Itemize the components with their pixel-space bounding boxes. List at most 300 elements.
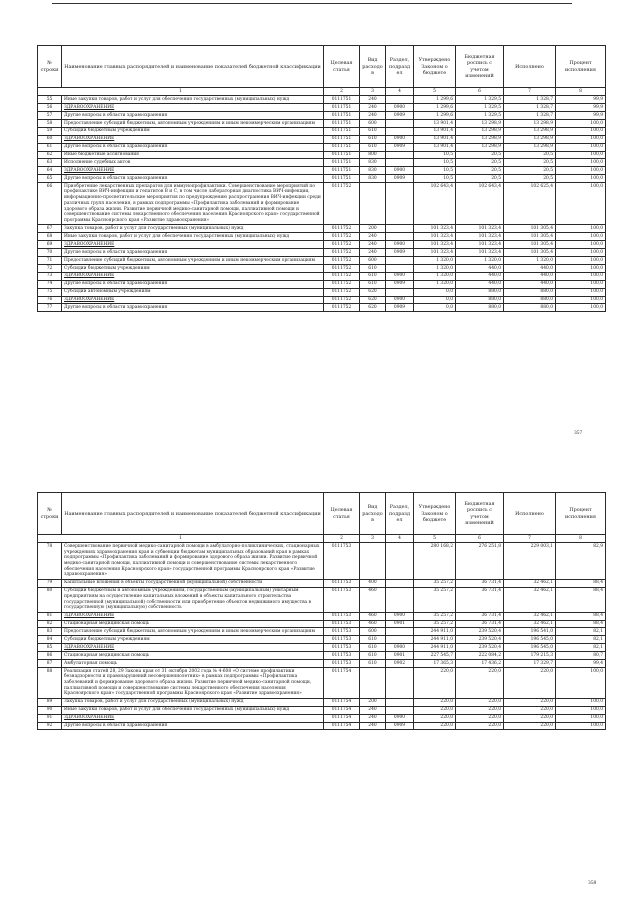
row-name: Субсидии бюджетным учреждениям — [62, 636, 324, 644]
budget-list-amount: 13 298,9 — [456, 143, 504, 151]
row-name: Предоставление субсидий бюджетным, автономным учреждениям и иным некоммерческим организациям — [62, 119, 324, 127]
page-number: 357 — [574, 430, 583, 436]
expense-type: 610 — [360, 280, 386, 288]
executed-amount: 20,5 — [504, 167, 556, 175]
section-code: 0909 — [386, 280, 414, 288]
section-code: 0902 — [386, 660, 414, 668]
approved-amount: 220,0 — [414, 668, 456, 699]
approved-amount: 35 257,2 — [414, 620, 456, 628]
row-number: 72 — [38, 264, 62, 272]
row-name: ЗДРАВООХРАНЕНИЕ — [62, 167, 324, 175]
approved-amount: 0,0 — [414, 304, 456, 312]
row-name: ЗДРАВООХРАНЕНИЕ — [62, 644, 324, 652]
budget-list-amount: 101 323,4 — [456, 249, 504, 257]
table-row — [38, 112, 606, 120]
executed-amount: 196 545,0 — [504, 636, 556, 644]
section-code: 0900 — [386, 644, 414, 652]
expense-type: 830 — [360, 159, 386, 167]
table-row — [38, 96, 606, 104]
column-number: 8 — [556, 88, 606, 96]
column-number: 2 — [324, 88, 360, 96]
execution-percent: 82,1 — [556, 636, 606, 644]
approved-amount: 35 257,2 — [414, 612, 456, 620]
budget-list-amount: 440,0 — [456, 264, 504, 272]
expense-type: 240 — [360, 241, 386, 249]
header-expense-type: Вид расходов — [360, 493, 386, 535]
approved-amount: 244 911,0 — [414, 628, 456, 636]
executed-amount: 13 298,9 — [504, 119, 556, 127]
execution-percent: 99,4 — [556, 660, 606, 668]
table-row — [38, 175, 606, 183]
table-row — [38, 579, 606, 587]
target-article: 0111752 — [324, 233, 360, 241]
expense-type: 460 — [360, 587, 386, 612]
executed-amount: 32 462,1 — [504, 612, 556, 620]
row-number: 90 — [38, 706, 62, 714]
expense-type: 610 — [360, 135, 386, 143]
header-name: Наименование главных распорядителей и наименование показателей бюджетной классификации — [62, 493, 324, 535]
budget-list-amount: 36 731,4 — [456, 612, 504, 620]
approved-amount: 101 323,4 — [414, 233, 456, 241]
approved-amount: 13 901,4 — [414, 119, 456, 127]
executed-amount: 440,0 — [504, 272, 556, 280]
row-number: 75 — [38, 288, 62, 296]
target-article: 0111752 — [324, 183, 360, 225]
execution-percent: 100,0 — [556, 698, 606, 706]
row-name: Закупка товаров, работ и услуг для государственных (муниципальных) нужд — [62, 698, 324, 706]
expense-type: 620 — [360, 296, 386, 304]
executed-amount: 101 305,4 — [504, 233, 556, 241]
section-code: 0900 — [386, 135, 414, 143]
section-code — [386, 543, 414, 580]
row-name: Иные закупки товаров, работ и услуг для обеспечения государственных (муниципальных) нужд — [62, 96, 324, 104]
expense-type: 240 — [360, 714, 386, 722]
execution-percent: 100,0 — [556, 296, 606, 304]
section-code: 0900 — [386, 241, 414, 249]
executed-amount: 220,0 — [504, 698, 556, 706]
executed-amount: 101 305,4 — [504, 241, 556, 249]
table-row — [38, 587, 606, 612]
budget-list-amount: 20,5 — [456, 151, 504, 159]
section-code — [386, 257, 414, 265]
target-article: 0111753 — [324, 587, 360, 612]
approved-amount: 35 257,2 — [414, 587, 456, 612]
section-code: 0909 — [386, 143, 414, 151]
executed-amount: 220,0 — [504, 668, 556, 699]
row-number: 86 — [38, 652, 62, 660]
row-number: 73 — [38, 272, 62, 280]
table-row — [38, 644, 606, 652]
section-code — [386, 587, 414, 612]
row-name: Субсидии автономным учреждениям — [62, 288, 324, 296]
section-code — [386, 636, 414, 644]
execution-percent: 100,0 — [556, 159, 606, 167]
executed-amount: 20,5 — [504, 151, 556, 159]
execution-percent: 88,4 — [556, 579, 606, 587]
row-number: 89 — [38, 698, 62, 706]
table-row — [38, 151, 606, 159]
executed-amount: 32 462,1 — [504, 587, 556, 612]
execution-percent: 99,9 — [556, 112, 606, 120]
executed-amount: 32 462,1 — [504, 579, 556, 587]
table-row — [38, 612, 606, 620]
row-name: Исполнение судебных актов — [62, 159, 324, 167]
report-page-1 — [37, 45, 605, 312]
expense-type: 240 — [360, 104, 386, 112]
execution-percent: 100,0 — [556, 127, 606, 135]
executed-amount: 101 305,4 — [504, 249, 556, 257]
executed-amount: 20,5 — [504, 175, 556, 183]
budget-list-amount: 222 084,2 — [456, 652, 504, 660]
row-number: 78 — [38, 543, 62, 580]
expense-type: 610 — [360, 272, 386, 280]
row-number: 67 — [38, 225, 62, 233]
header-budget-list: Бюджетная роспись с учетом изменений — [456, 46, 504, 88]
column-number: 6 — [456, 535, 504, 543]
table-row — [38, 135, 606, 143]
executed-amount: 880,0 — [504, 296, 556, 304]
approved-amount: 220,0 — [414, 722, 456, 730]
row-name: Субсидии бюджетным учреждениям — [62, 264, 324, 272]
execution-percent: 100,0 — [556, 272, 606, 280]
section-code — [386, 579, 414, 587]
section-code — [386, 233, 414, 241]
table-row — [38, 296, 606, 304]
column-number: 4 — [386, 535, 414, 543]
expense-type: 240 — [360, 96, 386, 104]
executed-amount: 220,0 — [504, 714, 556, 722]
budget-list-amount: 101 323,4 — [456, 225, 504, 233]
row-number: 83 — [38, 628, 62, 636]
row-name: Другие вопросы в области здравоохранения — [62, 280, 324, 288]
target-article: 0111752 — [324, 241, 360, 249]
budget-list-amount: 220,0 — [456, 668, 504, 699]
target-article: 0111752 — [324, 280, 360, 288]
target-article: 0111753 — [324, 628, 360, 636]
approved-amount: 10,5 — [414, 167, 456, 175]
table-row — [38, 167, 606, 175]
row-name: ЗДРАВООХРАНЕНИЕ — [62, 104, 324, 112]
target-article: 0111752 — [324, 296, 360, 304]
header-target-article: Целевая статья — [324, 493, 360, 535]
executed-amount: 229 003,1 — [504, 543, 556, 580]
approved-amount: 17 365,3 — [414, 660, 456, 668]
budget-list-amount: 440,0 — [456, 280, 504, 288]
approved-amount: 1 320,0 — [414, 272, 456, 280]
execution-percent: 100,0 — [556, 225, 606, 233]
header-executed: Исполнено — [504, 493, 556, 535]
approved-amount: 10,5 — [414, 159, 456, 167]
table-row — [38, 722, 606, 730]
row-number: 74 — [38, 280, 62, 288]
execution-percent: 100,0 — [556, 151, 606, 159]
row-name: Иные бюджетные ассигнования — [62, 151, 324, 159]
expense-type: 200 — [360, 698, 386, 706]
executed-amount: 13 298,9 — [504, 127, 556, 135]
column-number: 4 — [386, 88, 414, 96]
row-number: 88 — [38, 668, 62, 699]
table-row — [38, 280, 606, 288]
budget-list-amount: 101 323,4 — [456, 233, 504, 241]
table-row — [38, 127, 606, 135]
row-name: Другие вопросы в области здравоохранения — [62, 249, 324, 257]
approved-amount: 35 257,2 — [414, 579, 456, 587]
header-expense-type: Вид расходов — [360, 46, 386, 88]
row-name: Совершенствование первичной медико-санитарной помощи в амбулаторно-поликлинических, стационарных учреждениях здравоохранения края и субвенции бюджетам муниципальных образований края в рамках подпрограммы «Профилактика заболеваний и формирование здорового образа жизни. Развитие первичной медико-санитарной помощи, паллиативной помощи и совершенствование системы лекарственного обеспечения населения Красноярского края» государственной программы Красноярского края «Развитие здравоохранения» — [62, 543, 324, 580]
row-number: 57 — [38, 112, 62, 120]
row-number: 79 — [38, 579, 62, 587]
target-article: 0111752 — [324, 257, 360, 265]
budget-list-amount: 36 731,4 — [456, 587, 504, 612]
execution-percent: 80,7 — [556, 652, 606, 660]
budget-list-amount: 20,5 — [456, 167, 504, 175]
section-code: 0909 — [386, 175, 414, 183]
row-name: ЗДРАВООХРАНЕНИЕ — [62, 612, 324, 620]
row-number: 65 — [38, 175, 62, 183]
expense-type: 240 — [360, 706, 386, 714]
execution-percent: 88,4 — [556, 620, 606, 628]
row-name: Субсидии бюджетным и автономным учреждениям, государственным (муниципальным) унитарным предприятиям на осуществление капитальных вложений в объекты капитального строительства государственной (муниципальной) собственности или приобретение объектов недвижимого имущества в государственную (муниципальную) собственность — [62, 587, 324, 612]
row-name: ЗДРАВООХРАНЕНИЕ — [62, 272, 324, 280]
executed-amount: 440,0 — [504, 264, 556, 272]
execution-percent: 100,0 — [556, 249, 606, 257]
expense-type: 400 — [360, 579, 386, 587]
execution-percent: 99,9 — [556, 96, 606, 104]
target-article: 0111751 — [324, 104, 360, 112]
row-name: Реализация статей 28, 29 Закона края от 31 октября 2002 года № 4-608 «О системе профилактики безнадзорности и правонарушений несовершеннолетних» в рамках подпрограммы «Профилактика заболеваний и формирование здорового образа жизни. Развитие первичной медико-санитарной помощи, паллиативной помощи и совершенствование системы лекарственного обеспечения населения Красноярского края» государственной программы Красноярского края «Развитие здравоохранения» — [62, 668, 324, 699]
expense-type: 240 — [360, 722, 386, 730]
row-number: 77 — [38, 304, 62, 312]
row-number: 66 — [38, 183, 62, 225]
section-code — [386, 698, 414, 706]
target-article: 0111754 — [324, 698, 360, 706]
row-name: Иные закупки товаров, работ и услуг для обеспечения государственных (муниципальных) нужд — [62, 233, 324, 241]
expense-type: 240 — [360, 112, 386, 120]
target-article: 0111751 — [324, 159, 360, 167]
expense-type: 830 — [360, 167, 386, 175]
approved-amount: 1 320,0 — [414, 280, 456, 288]
table-row — [38, 706, 606, 714]
expense-type: 610 — [360, 644, 386, 652]
target-article: 0111751 — [324, 143, 360, 151]
target-article: 0111754 — [324, 668, 360, 699]
target-article: 0111751 — [324, 127, 360, 135]
column-number: 5 — [414, 88, 456, 96]
table-body-2 — [38, 543, 606, 730]
target-article: 0111753 — [324, 644, 360, 652]
column-number: 7 — [504, 535, 556, 543]
column-number: 1 — [38, 88, 324, 96]
column-numbers-row — [38, 535, 606, 543]
table-row — [38, 272, 606, 280]
row-name: Предоставление субсидий бюджетным, автономным учреждениям и иным некоммерческим организациям — [62, 257, 324, 265]
row-name: Приобретение лекарственных препаратов для иммунопрофилактики. Совершенствование мероприятий по профилактике ВИЧ-инфекции и гепатитов В и С, в том числе лабораторная диагностика ВИЧ-инфекции, информационно-просветительские мероприятия по предупреждению распространения ВИЧ-инфекции среди различных групп населения, в рамках подпрограммы «Профилактика заболеваний и формирование здорового образа жизни. Развитие первичной медико-санитарной помощи, паллиативной помощи и совершенствование системы лекарственного обеспечения населения Красноярского края» государственной программы Красноярского края «Развитие здравоохранения» — [62, 183, 324, 225]
table-row — [38, 233, 606, 241]
approved-amount: 102 643,4 — [414, 183, 456, 225]
expense-type: 620 — [360, 304, 386, 312]
execution-percent: 100,0 — [556, 668, 606, 699]
expense-type: 600 — [360, 628, 386, 636]
approved-amount: 244 911,0 — [414, 636, 456, 644]
table-row — [38, 714, 606, 722]
approved-amount: 0,0 — [414, 288, 456, 296]
execution-percent: 100,0 — [556, 706, 606, 714]
table-row — [38, 264, 606, 272]
section-code — [386, 288, 414, 296]
execution-percent: 82,9 — [556, 543, 606, 580]
table-row — [38, 636, 606, 644]
row-name: Предоставление субсидий бюджетным, автономным учреждениям и иным некоммерческим организациям — [62, 628, 324, 636]
row-number: 80 — [38, 587, 62, 612]
section-code: 0900 — [386, 612, 414, 620]
table-row — [38, 288, 606, 296]
expense-type: 240 — [360, 249, 386, 257]
row-number: 56 — [38, 104, 62, 112]
column-number: 3 — [360, 88, 386, 96]
table-row — [38, 660, 606, 668]
column-number: 7 — [504, 88, 556, 96]
target-article: 0111752 — [324, 249, 360, 257]
approved-amount: 10,5 — [414, 175, 456, 183]
column-number: 5 — [414, 535, 456, 543]
executed-amount: 1 328,7 — [504, 104, 556, 112]
table-row — [38, 628, 606, 636]
execution-percent: 100,0 — [556, 183, 606, 225]
section-code — [386, 183, 414, 225]
target-article: 0111752 — [324, 225, 360, 233]
executed-amount: 1 328,7 — [504, 112, 556, 120]
budget-list-amount: 36 731,4 — [456, 579, 504, 587]
row-number: 69 — [38, 241, 62, 249]
section-code: 0901 — [386, 620, 414, 628]
executed-amount: 1 320,0 — [504, 257, 556, 265]
header-row-number: № строки — [38, 493, 62, 535]
section-code — [386, 706, 414, 714]
top-rule — [52, 3, 572, 4]
budget-list-amount: 1 329,5 — [456, 112, 504, 120]
expense-type: 610 — [360, 264, 386, 272]
executed-amount: 880,0 — [504, 304, 556, 312]
section-code — [386, 628, 414, 636]
expense-type: 610 — [360, 652, 386, 660]
row-name: ЗДРАВООХРАНЕНИЕ — [62, 135, 324, 143]
approved-amount: 1 320,0 — [414, 264, 456, 272]
column-number: 1 — [38, 535, 324, 543]
target-article: 0111753 — [324, 543, 360, 580]
execution-percent: 99,9 — [556, 104, 606, 112]
expense-type — [360, 183, 386, 225]
approved-amount: 13 901,4 — [414, 143, 456, 151]
expense-type: 460 — [360, 620, 386, 628]
section-code — [386, 159, 414, 167]
budget-list-amount: 13 298,9 — [456, 135, 504, 143]
table-row — [38, 620, 606, 628]
budget-list-amount: 220,0 — [456, 706, 504, 714]
target-article: 0111753 — [324, 612, 360, 620]
row-number: 76 — [38, 296, 62, 304]
execution-percent: 100,0 — [556, 135, 606, 143]
row-number: 63 — [38, 159, 62, 167]
column-number: 2 — [324, 535, 360, 543]
budget-list-amount: 880,0 — [456, 288, 504, 296]
expense-type: 620 — [360, 288, 386, 296]
budget-list-amount: 239 520,4 — [456, 644, 504, 652]
header-section: Раздел, подраздел — [386, 46, 414, 88]
row-number: 81 — [38, 612, 62, 620]
budget-list-amount: 1 329,5 — [456, 96, 504, 104]
section-code — [386, 127, 414, 135]
row-number: 58 — [38, 119, 62, 127]
page-number: 358 — [588, 880, 597, 886]
target-article: 0111754 — [324, 706, 360, 714]
row-name: Субсидии бюджетным учреждениям — [62, 127, 324, 135]
row-number: 68 — [38, 233, 62, 241]
row-name: ЗДРАВООХРАНЕНИЕ — [62, 241, 324, 249]
executed-amount: 13 298,9 — [504, 143, 556, 151]
budget-table-2 — [37, 492, 606, 730]
table-row — [38, 698, 606, 706]
budget-table-1 — [37, 45, 606, 312]
row-name: ЗДРАВООХРАНЕНИЕ — [62, 714, 324, 722]
approved-amount: 220,0 — [414, 706, 456, 714]
table-row — [38, 241, 606, 249]
execution-percent: 100,0 — [556, 143, 606, 151]
row-name: Иные закупки товаров, работ и услуг для обеспечения государственных (муниципальных) нужд — [62, 706, 324, 714]
approved-amount: 220,0 — [414, 698, 456, 706]
expense-type: 600 — [360, 257, 386, 265]
execution-percent: 100,0 — [556, 264, 606, 272]
budget-list-amount: 880,0 — [456, 296, 504, 304]
table-row — [38, 119, 606, 127]
approved-amount: 10,5 — [414, 151, 456, 159]
row-number: 91 — [38, 714, 62, 722]
row-number: 84 — [38, 636, 62, 644]
execution-percent: 100,0 — [556, 175, 606, 183]
header-section: Раздел, подраздел — [386, 493, 414, 535]
row-number: 92 — [38, 722, 62, 730]
executed-amount: 220,0 — [504, 722, 556, 730]
row-name: Другие вопросы в области здравоохранения — [62, 175, 324, 183]
row-number: 55 — [38, 96, 62, 104]
target-article: 0111751 — [324, 135, 360, 143]
row-name: Капитальные вложения в объекты государственной (муниципальной) собственности — [62, 579, 324, 587]
row-number: 85 — [38, 644, 62, 652]
row-name: Закупка товаров, работ и услуг для государственных (муниципальных) нужд — [62, 225, 324, 233]
report-page-2 — [37, 492, 605, 730]
budget-list-amount: 36 731,4 — [456, 620, 504, 628]
budget-list-amount: 880,0 — [456, 304, 504, 312]
header-name: Наименование главных распорядителей и наименование показателей бюджетной классификации — [62, 46, 324, 88]
row-name: Другие вопросы в области здравоохранения — [62, 112, 324, 120]
section-code: 0900 — [386, 296, 414, 304]
section-code — [386, 225, 414, 233]
budget-list-amount: 239 520,4 — [456, 636, 504, 644]
approved-amount: 280 168,2 — [414, 543, 456, 580]
budget-list-amount: 1 320,0 — [456, 257, 504, 265]
target-article: 0111753 — [324, 652, 360, 660]
executed-amount: 196 541,0 — [504, 628, 556, 636]
row-name: Другие вопросы в области здравоохранения — [62, 722, 324, 730]
executed-amount: 880,0 — [504, 288, 556, 296]
approved-amount: 101 323,4 — [414, 241, 456, 249]
target-article: 0111753 — [324, 579, 360, 587]
header-row-number: № строки — [38, 46, 62, 88]
row-number: 59 — [38, 127, 62, 135]
section-code: 0909 — [386, 249, 414, 257]
budget-list-amount: 276 251,8 — [456, 543, 504, 580]
header-percent: Процент исполнения — [556, 493, 606, 535]
execution-percent: 100,0 — [556, 304, 606, 312]
